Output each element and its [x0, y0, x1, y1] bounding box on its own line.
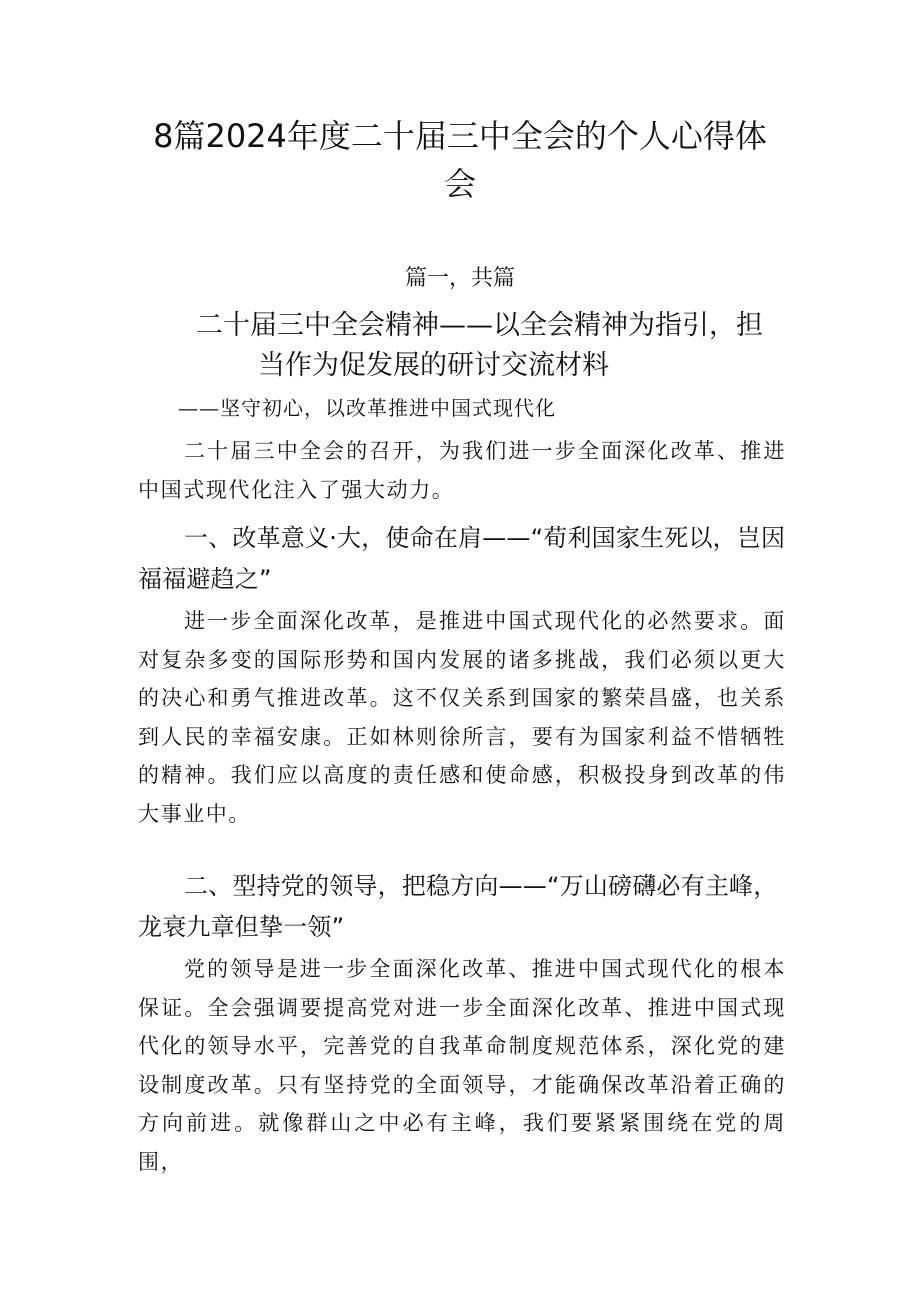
subtitle-line-1: 二十届三中全会精神——以全会精神为指引，担 — [196, 310, 763, 341]
section-heading-two: 二、型持党的领导，把稳方向——“万山磅礴必有主峰，龙衰九章但挚一领” — [138, 872, 778, 941]
section-two-paragraph: 党的领导是进一步全面深化改革、推进中国式现代化的根本保证。全会强调要提高党对进一步全面深化改革、推进中国式现代化的领导水平，完善党的自我革命制度规范体系，深化党的建设制度改革。只有坚持党的全面领导，才能确保改革沿着正确的方向前进。就像群山之中必有主峰，我们要紧紧围绕在党的周围， — [138, 957, 786, 1174]
subtitle-line-2: 当作为促发展的研讨交流材料 — [258, 350, 609, 381]
section-label: 篇一，共篇 — [404, 266, 515, 291]
section-heading-one: 一、改革意义·大，使命在肩——“荀利国家生死以，岂因福福避趋之” — [138, 524, 786, 593]
intro-paragraph: 二十届三中全会的召开，为我们进一步全面深化改革、推进中国式现代化注入了强大动力。 — [138, 439, 786, 502]
document-title: 8篇2024年度二十届三中全会的个人心得体会 — [153, 117, 767, 203]
article-tagline: ——坚守初心，以改革推进中国式现代化 — [178, 396, 556, 420]
article-subtitle — [196, 306, 776, 386]
section-one-paragraph: 进一步全面深化改革，是推进中国式现代化的必然要求。面对复杂多变的国际形势和国内发展的诸多挑战，我们必须以更大的决心和勇气推进改革。这不仅关系到国家的繁荣昌盛，也关系到人民的幸福安康。正如林则徐所言，要有为国家利益不惜牺牲的精神。我们应以高度的责任感和使命感，积极投身到改革的伟大事业中。 — [138, 609, 786, 826]
